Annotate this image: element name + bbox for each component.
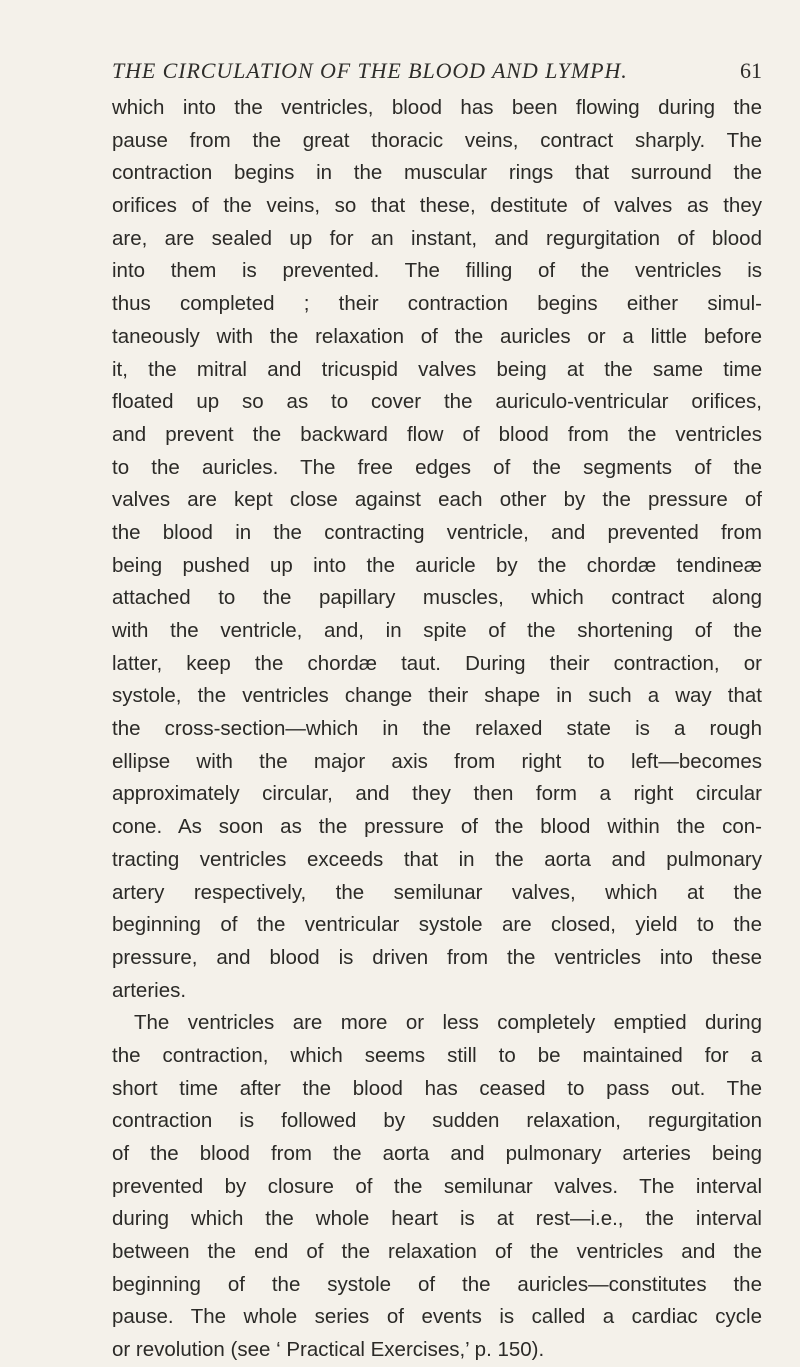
running-head: [112, 58, 762, 88]
text-line: latter, keep the chordæ taut. During their contraction, or: [112, 651, 762, 675]
running-title: THE CIRCULATION OF THE BLOOD AND LYMPH.: [112, 58, 628, 83]
paragraph-1: [112, 92, 762, 1007]
text-line: attached to the papillary muscles, which contract along: [112, 586, 762, 610]
text-line: with the ventricle, and, in spite of the shortening of the: [112, 619, 762, 642]
text-line: between the end of the relaxation of the ventricles and the: [112, 1240, 762, 1264]
text-line: the cross-section—which in the relaxed state is a rough: [112, 717, 762, 741]
text-line: the contraction, which seems still to be maintained for a: [112, 1043, 762, 1067]
paragraph-2: [112, 1007, 762, 1367]
text-line: beginning of the ventricular systole are closed, yield to the: [112, 913, 762, 937]
text-line: systole, the ventricles change their shape in such a way that: [112, 684, 762, 708]
text-line: which into the ventricles, blood has been flowing during the: [112, 96, 762, 119]
text-line: prevented by closure of the semilunar valves. The interval: [112, 1174, 762, 1198]
text-line: short time after the blood has ceased to pass out. The: [112, 1076, 762, 1100]
text-line: to the auricles. The free edges of the segments of the: [112, 455, 762, 479]
text-line: into them is prevented. The filling of the ventricles is: [112, 259, 762, 283]
text-line: floated up so as to cover the auriculo-ventricular orifices,: [112, 390, 762, 414]
text-line: pause. The whole series of events is called a cardiac cycle: [112, 1305, 762, 1329]
text-line: taneously with the relaxation of the auricles or a little before: [112, 324, 762, 348]
text-line: and prevent the backward flow of blood from the ventricles: [112, 422, 762, 446]
text-line: artery respectively, the semilunar valves, which at the: [112, 880, 762, 904]
body-text: [112, 92, 762, 1367]
text-line: beginning of the systole of the auricles—constitutes the: [112, 1272, 762, 1296]
text-line: of the blood from the aorta and pulmonary arteries being: [112, 1142, 762, 1165]
text-line: arteries.: [112, 978, 187, 1002]
text-line: The ventricles are more or less completely emptied during: [134, 1011, 762, 1035]
text-line: contraction begins in the muscular rings that surround the: [112, 161, 762, 185]
text-line: during which the whole heart is at rest—i.e., the interval: [112, 1207, 762, 1231]
text-line: thus completed ; their contraction begins either simul-: [112, 292, 762, 316]
text-line: approximately circular, and they then form a right circular: [112, 782, 762, 806]
text-line: are, are sealed up for an instant, and regurgitation of blood: [112, 226, 762, 250]
text-line: cone. As soon as the pressure of the blood within the con-: [112, 815, 762, 839]
text-line: it, the mitral and tricuspid valves being at the same time: [112, 357, 762, 381]
text-line: the blood in the contracting ventricle, and prevented from: [112, 520, 762, 544]
text-line: tracting ventricles exceeds that in the aorta and pulmonary: [112, 847, 762, 871]
text-line: contraction is followed by sudden relaxation, regurgitation: [112, 1109, 762, 1133]
text-line: or revolution (see ‘ Practical Exercises,’ p. 150).: [112, 1338, 545, 1362]
text-line: orifices of the veins, so that these, destitute of valves as they: [112, 194, 762, 218]
text-line: being pushed up into the auricle by the chordæ tendineæ: [112, 553, 762, 577]
text-line: ellipse with the major axis from right to left—becomes: [112, 749, 762, 773]
page-number: 61: [740, 58, 762, 83]
text-line: valves are kept close against each other by the pressure of: [112, 488, 762, 512]
text-line: pressure, and blood is driven from the ventricles into these: [112, 945, 762, 969]
text-line: pause from the great thoracic veins, contract sharply. The: [112, 128, 762, 152]
